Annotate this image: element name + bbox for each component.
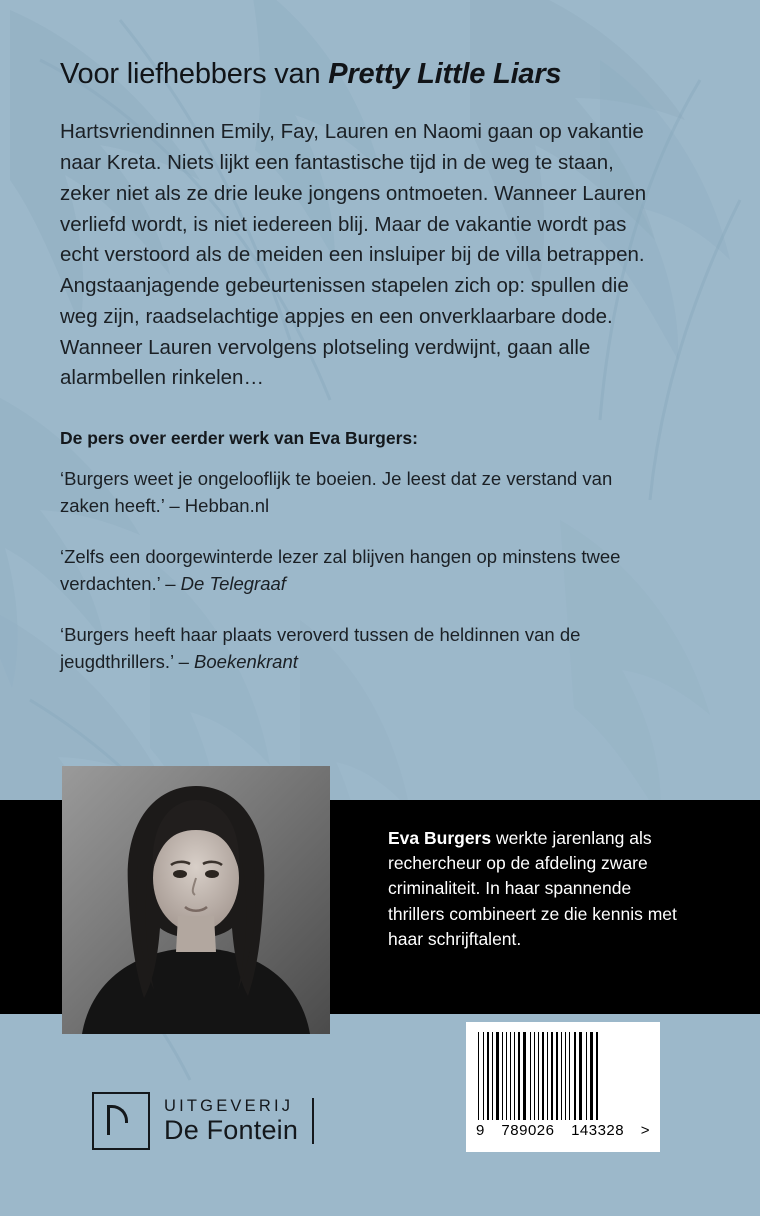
page-title	[60, 58, 700, 91]
barcode-bars	[478, 1032, 648, 1120]
barcode-digits	[476, 1122, 650, 1139]
press-quote	[60, 543, 660, 597]
press-quote-source: Hebban.nl	[184, 495, 270, 517]
press-quote-source: De Telegraaf	[180, 573, 286, 595]
barcode-group2: 143328	[571, 1122, 625, 1139]
author-bio	[388, 826, 678, 952]
author-bio-text: werkte jarenlang als rechercheur op de afdeling zware criminaliteit. In haar spannende thrillers combineert ze die kennis met haar schrijftalent.	[388, 828, 677, 949]
press-quote-text: ‘Zelfs een doorgewinterde lezer zal blijven hangen op minstens twee verdachten.’ –	[60, 546, 621, 595]
author-photo	[62, 766, 330, 1034]
press-quote-text: ‘Burgers heeft haar plaats veroverd tussen de heldinnen van de jeugdthrillers.’ –	[60, 624, 581, 673]
publisher-name	[164, 1098, 314, 1143]
press-quote-source: Boekenkrant	[194, 651, 298, 673]
barcode	[466, 1022, 660, 1152]
publisher-logo	[92, 1092, 314, 1150]
book-blurb: Hartsvriendinnen Emily, Fay, Lauren en Naomi gaan op vakantie naar Kreta. Niets lijkt een fantastische tijd in de weg te staan, zeker niet als ze drie leuke jongens ontmoeten. Wanneer Lauren verliefd wordt, is niet iedereen blij. Maar de vakantie wordt pas echt verstoord als de meiden een insluiper bij de villa betrappen. Angstaanjagende gebeurtenissen stapelen zich op: spullen die weg zijn, raadselachtige appjes en een onverklaarbare dode. Wanneer Lauren vervolgens plotseling verdwijnt, gaan alle alarmbellen rinkelen…	[60, 120, 647, 390]
barcode-group1: 789026	[501, 1122, 555, 1139]
barcode-left-digit: 9	[476, 1122, 485, 1139]
author-name: Eva Burgers	[388, 828, 492, 848]
headline-italic: Pretty Little Liars	[328, 58, 562, 90]
press-quote-text: ‘Burgers weet je ongelooflijk te boeien. Je leest dat ze verstand van zaken heeft.’ –	[60, 468, 613, 517]
press-quote	[60, 621, 660, 675]
press-heading: De pers over eerder werk van Eva Burgers:	[60, 428, 418, 449]
cover-text-block	[60, 58, 700, 699]
fountain-icon	[92, 1092, 150, 1150]
barcode-right-symbol: >	[640, 1122, 650, 1139]
press-quote	[60, 465, 660, 519]
publisher-line2: De Fontein	[164, 1114, 299, 1145]
headline-plain: Voor liefhebbers van	[60, 58, 329, 90]
publisher-line1: UITGEVERIJ	[164, 1097, 294, 1116]
